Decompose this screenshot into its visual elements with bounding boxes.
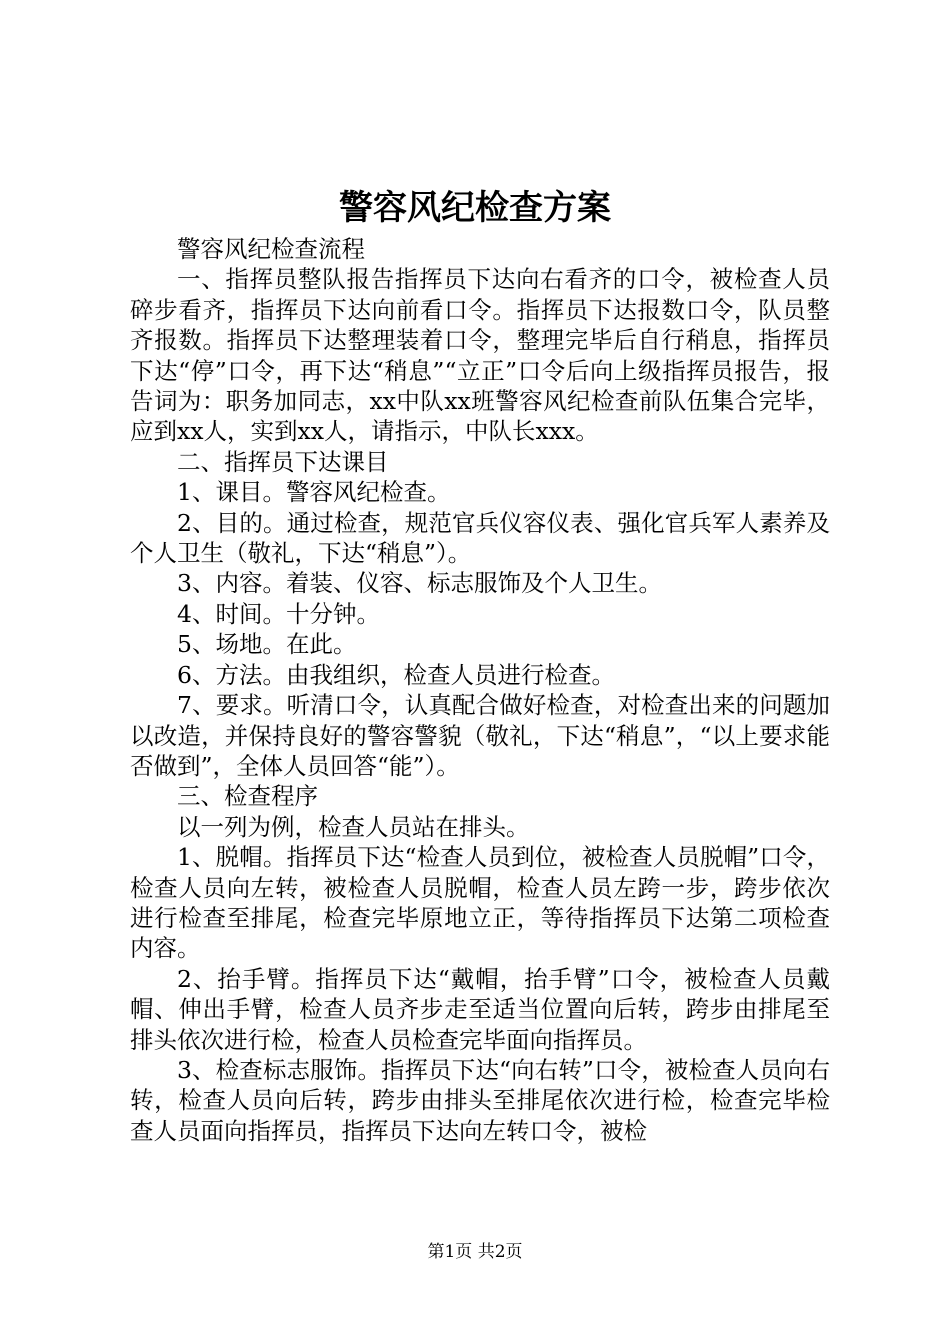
paragraph: 4、时间。十分钟。 [177, 599, 380, 628]
paragraph: 6、方法。由我组织，检查人员进行检查。 [177, 660, 615, 689]
paragraph: 1、课目。警容风纪检查。 [177, 478, 451, 507]
paragraph: 二、指挥员下达课目 [177, 447, 389, 476]
paragraph: 5、场地。在此。 [177, 630, 357, 659]
paragraph: 警容风纪检查流程 [177, 235, 365, 263]
paragraph: 3、内容。着装、仪容、标志服饰及个人卫生。 [177, 569, 662, 598]
paragraph: 2、目的。通过检查，规范官兵仪容仪表、强化官兵军人素养及个人卫生（敬礼，下达“稍息”）。 [130, 508, 830, 568]
paragraph: 3、检查标志服饰。指挥员下达“向右转”口令，被检查人员向右转，检查人员向后转，跨步由排头至排尾依次进行检，检查完毕检查人员面向指挥员，指挥员下达向左转口令，被检 [130, 1055, 830, 1145]
paragraph: 2、抬手臂。指挥员下达“戴帽，抬手臂”口令，被检查人员戴帽、伸出手臂，检查人员齐步走至适当位置向后转，跨步由排尾至排头依次进行检，检查人员检查完毕面向指挥员。 [130, 964, 830, 1054]
paragraph: 7、要求。听清口令，认真配合做好检查，对检查出来的问题加以改造，并保持良好的警容警貌（敬礼，下达“稍息”，“以上要求能否做到”，全体人员回答“能”）。 [130, 691, 830, 780]
paragraph: 三、检查程序 [177, 782, 318, 811]
paragraph: 1、脱帽。指挥员下达“检查人员到位，被检查人员脱帽”口令，检查人员向左转，被检查人员脱帽，检查人员左跨一步，跨步依次进行检查至排尾，检查完毕原地立正，等待指挥员下达第二项检查内容。 [130, 843, 830, 963]
paragraph: 一、指挥员整队报告指挥员下达向右看齐的口令，被检查人员碎步看齐，指挥员下达向前看口令。指挥员下达报数口令，队员整齐报数。指挥员下达整理装着口令，整理完毕后自行稍息，指挥员下达“停”口令，再下达“稍息”“立正”口令后向上级指挥员报告，报告词为：职务加同志，xx中队xx班警容风纪检查前队伍集合完毕，应到xx人，实到xx人，请指示，中队长xxx。 [130, 265, 830, 446]
document-title: 警容风纪检查方案 [339, 188, 611, 228]
document-body [130, 234, 830, 1146]
page-footer: 第1页 共2页 [427, 1242, 523, 1262]
paragraph: 以一列为例，检查人员站在排头。 [177, 812, 530, 841]
